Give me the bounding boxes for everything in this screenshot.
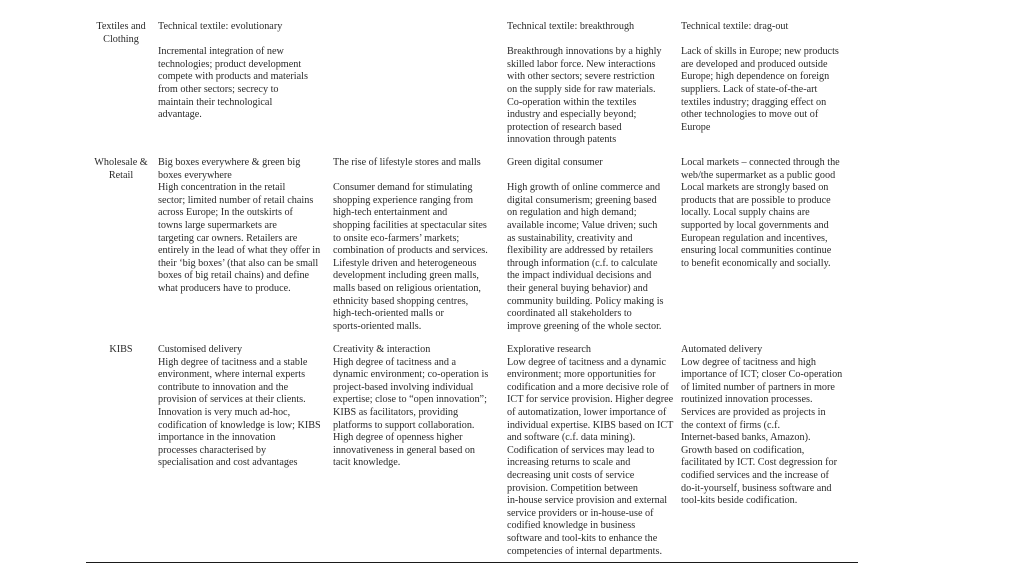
sector-label: Textiles and Clothing	[96, 21, 146, 45]
scenario-cell: Big boxes everywhere & green big boxes everywhere High concentration in the retail sector; limited number of retail chains across Europe; In the outskirts of towns large supermarkets are targeting car owners. Retailers are entirely in the lead of what they offer in their ‘big boxes’ (that also can be small boxes of big retail chains) and define what producers have to produce.	[158, 157, 321, 294]
scenario-cell: Technical textile: breakthrough Breakthrough innovations by a highly skilled labor force. New interactions with other sectors; severe restriction on the supply side for raw materials. Co-operation within the textiles industry and especially beyond; protection of research based innovation through patents	[507, 21, 662, 146]
table-bottom-rule	[86, 562, 858, 563]
scenario-cell: Explorative research Low degree of tacitness and a dynamic environment; more opportunities for codification and a more decisive role of ICT for service provision. Higher degree of automatization, lower importance of individual expertise. KIBS based on ICT and software (c.f. data mining). Codification of services may lead to increasing returns to scale and decreasing unit costs of service provision. Competition between in-house service provision and external service providers or in-house-use of codified knowledge in business software and tool-kits to enhance the competencies of internal departments.	[507, 344, 674, 557]
scenario-cell: Technical textile: drag-out Lack of skills in Europe; new products are developed and produced outside Europe; high dependence on foreign suppliers. Lack of state-of-the-art textiles industry; dragging effect on other technologies to move out of Europe	[681, 21, 839, 133]
scenario-cell: Local markets – connected through the web/the supermarket as a public good Local markets are strongly based on products that are possible to produce locally. Local supply chains are supported by local governments and European regulation and incentives, ensuring local communities continue to benefit economically and socially.	[681, 157, 840, 269]
scenario-cell: Creativity & interaction High degree of tacitness and a dynamic environment; co-operation is project-based involving individual expertise; close to “open innovation”; KIBS as facilitators, providing platforms to support collaboration. High degree of openness higher innovativeness in general based on tacit knowledge.	[333, 344, 489, 469]
scenario-cell: Green digital consumer High growth of online commerce and digital consumerism; greening based on regulation and high demand; available income; Value driven; such as sustainability, creativity and flexibility are addressed by retailers through information (c.f. to calculate the impact individual decisions and their general buying behavior) and community building. Policy making is coordinated all stakeholders to improve greening of the whole sector.	[507, 157, 664, 332]
scenario-cell: The rise of lifestyle stores and malls Consumer demand for stimulating shopping experience ranging from high-tech entertainment and shopping facilities at spectacular sites to onsite eco-farmers’ markets; combination of products and services. Lifestyle driven and heterogeneous development including green malls, malls based on religious orientation, ethnicity based shopping centres, high-tech-oriented malls or sports-oriented malls.	[333, 157, 488, 332]
scenario-cell: Technical textile: evolutionary Incremental integration of new technologies; product development compete with products and materials from other sectors; secrecy to maintain their technological advantage.	[158, 21, 308, 121]
sector-label: Wholesale & Retail	[94, 157, 148, 181]
sector-label: KIBS	[109, 344, 133, 355]
scenario-cell: Customised delivery High degree of tacitness and a stable environment, where internal experts contribute to innovation and the provision of services at their clients. Innovation is very much ad-hoc, codification of knowledge is low; KIBS importance in the innovation processes characterised by specialisation and cost advantages	[158, 344, 321, 469]
scenario-cell: Automated delivery Low degree of tacitness and high importance of ICT; closer Co-operation of limited number of partners in more routinized innovation processes. Services are provided as projects in the context of firms (c.f. Internet-based banks, Amazon). Growth based on codification, facilitated by ICT. Cost degression for codified services and the increase of do-it-yourself, business software and tool-kits beside codification.	[681, 344, 843, 507]
